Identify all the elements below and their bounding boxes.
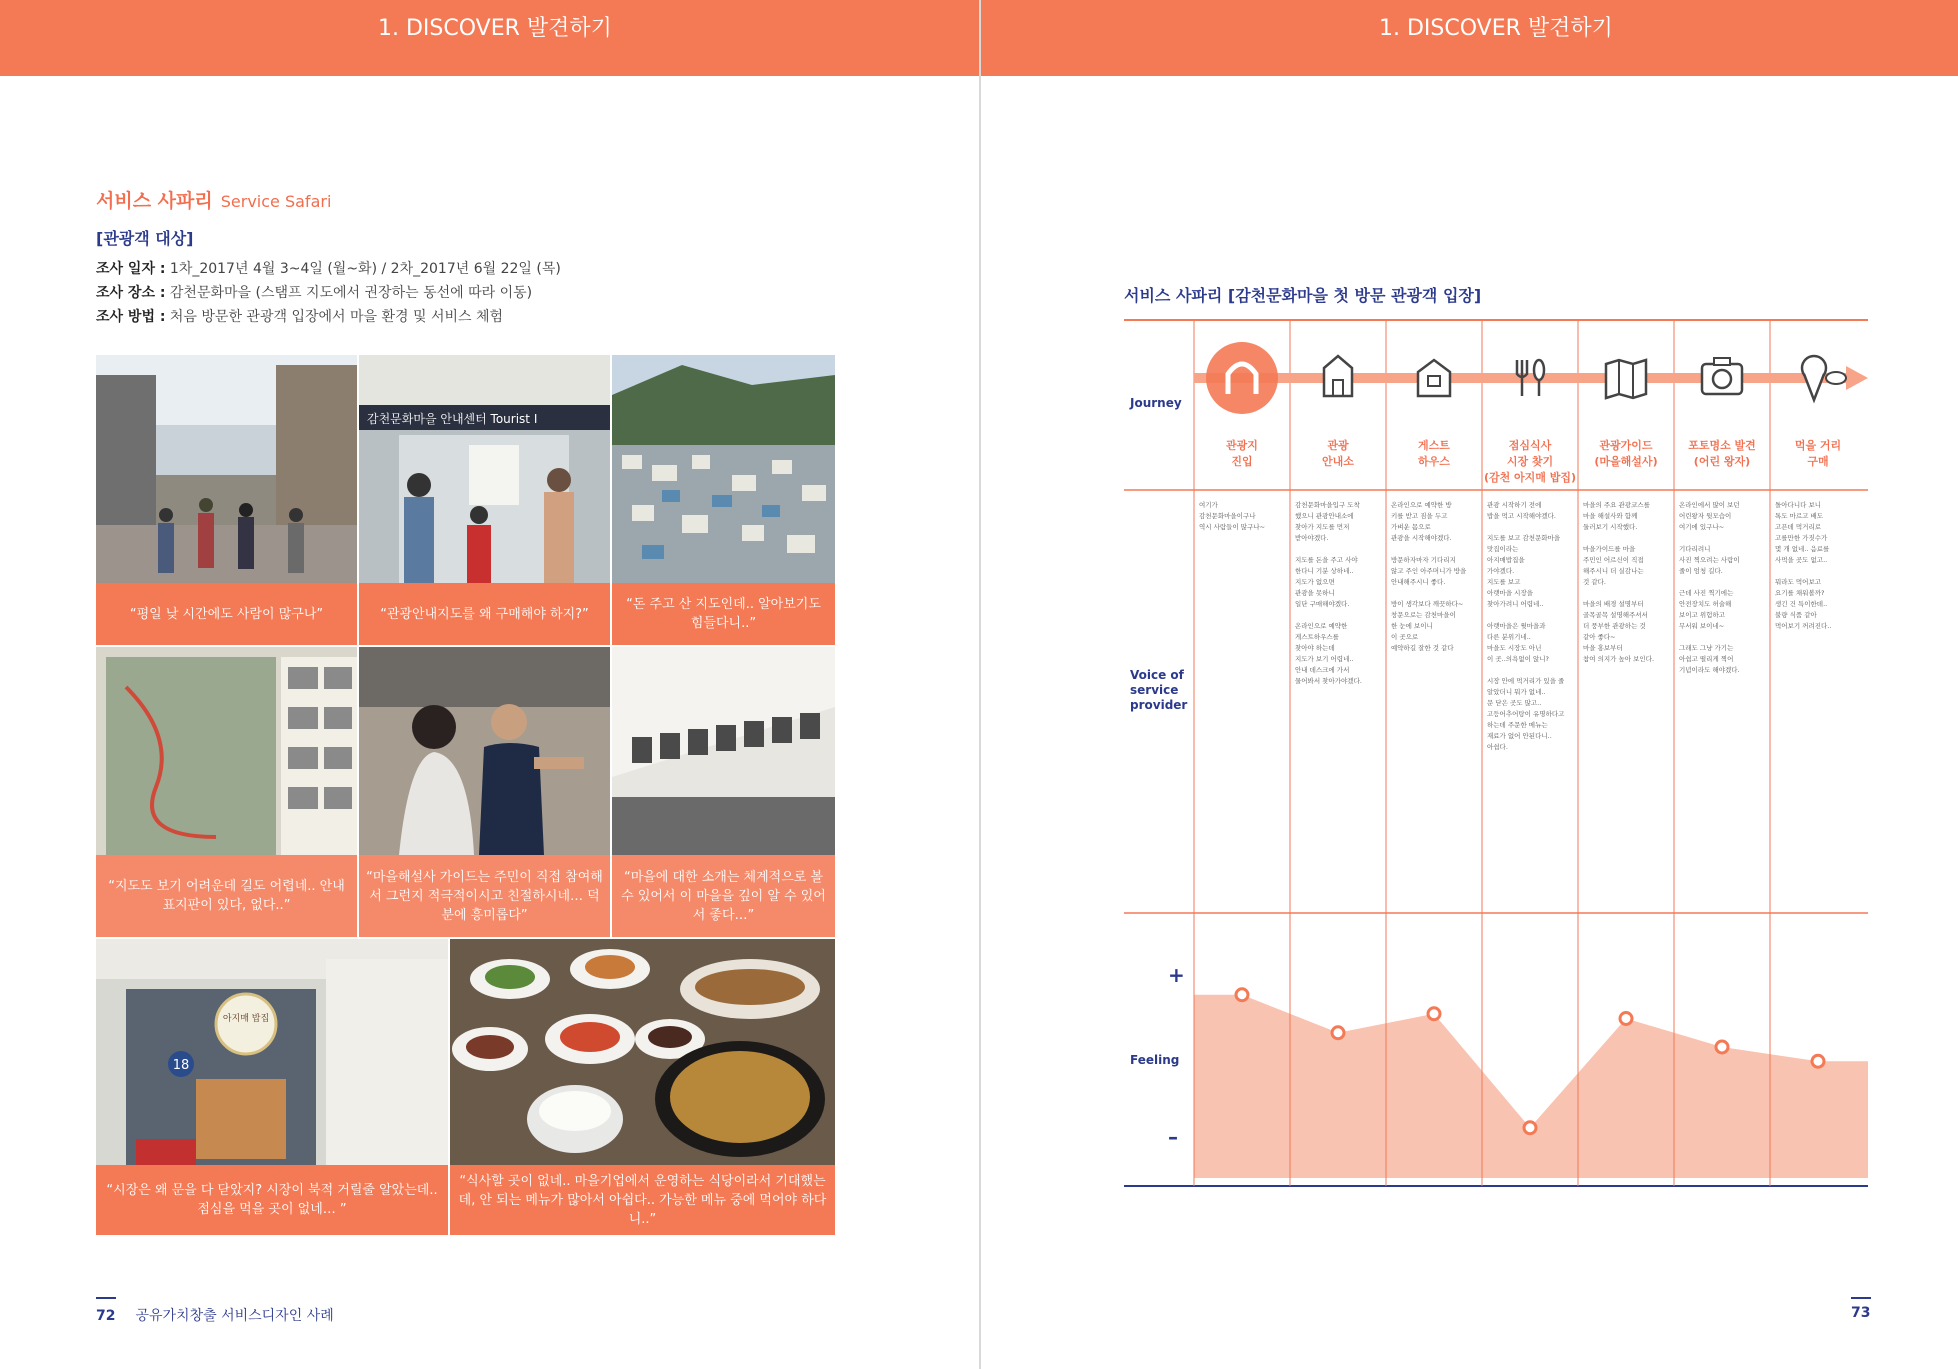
info-place <box>96 282 532 302</box>
building-icon <box>1324 356 1352 396</box>
photo-caption: “돈 주고 산 지도인데.. 알아보기도 힘들다니..” <box>612 583 835 645</box>
korean-meal-photo <box>450 939 835 1165</box>
feeling-point <box>1812 1055 1824 1067</box>
target-subtitle: [관광객 대상] <box>96 229 194 248</box>
photo-card <box>450 939 835 1235</box>
section-title <box>96 186 331 213</box>
info-label: 조사 일자 : <box>96 261 166 277</box>
map-icon <box>1606 360 1646 398</box>
header-title: 1. DISCOVER 발견하기 <box>378 16 612 41</box>
stage-label: 관광가이드 (마을해설사) <box>1594 439 1658 468</box>
photo-caption: “시장은 왜 문을 다 닫았지? 시장이 북적 거릴줄 알았는데.. 점심을 먹을 곳이 없네… ” <box>96 1165 448 1235</box>
header-title: 1. DISCOVER 발견하기 <box>1379 16 1613 41</box>
page-header-left <box>0 0 979 76</box>
village-view-photo <box>612 355 835 583</box>
page-number: 73 <box>1851 1305 1871 1321</box>
feeling-point <box>1620 1013 1632 1025</box>
voice-text: 여기가 감천문화마을이구나 역시 사람들이 많구나~ <box>1199 501 1266 531</box>
section-title-en: Service Safari <box>220 192 332 211</box>
photo-caption: “관광안내지도를 왜 구매해야 하지?” <box>359 583 610 645</box>
row-label-journey: Journey <box>1130 396 1182 410</box>
row-label-voice: Voice of service provider <box>1130 668 1188 712</box>
arch-icon <box>1206 342 1278 414</box>
page-number: 72 <box>96 1308 116 1324</box>
guide-talking-photo <box>359 647 610 855</box>
camera-icon <box>1702 358 1742 394</box>
info-value: 처음 방문한 관광객 입장에서 마을 환경 및 서비스 체험 <box>169 309 504 325</box>
info-value: 1차_2017년 4월 3~4일 (월~화) / 2차_2017년 6월 22일 (목) <box>169 261 561 277</box>
footer-text: 공유가치창출 서비스디자인 사례 <box>135 1308 334 1324</box>
info-date <box>96 258 561 278</box>
info-value: 감천문화마을 (스탬프 지도에서 권장하는 동선에 따라 이동) <box>169 285 533 301</box>
exhibition-photo <box>612 647 835 855</box>
address-number: 18 <box>172 1058 190 1073</box>
journey-map <box>1124 318 1868 1188</box>
stage-label: 게스트 하우스 <box>1418 439 1450 468</box>
page-header-right <box>981 0 1958 76</box>
photo-card <box>96 647 357 937</box>
photo-caption: “평일 낮 시간에도 사람이 많구나” <box>96 583 357 645</box>
book-spine <box>979 0 981 1369</box>
shop-sign-text: 아지매 밥집 <box>222 1014 270 1024</box>
stage-label: 관광지 진입 <box>1226 439 1258 468</box>
tourist-center-photo <box>359 355 610 583</box>
stage-label: 관광 안내소 <box>1322 439 1354 468</box>
feeling-point <box>1428 1008 1440 1020</box>
photo-card <box>612 355 835 645</box>
photo-card <box>359 355 610 645</box>
village-map-photo <box>96 647 357 855</box>
street-crowd-photo <box>96 355 357 583</box>
feeling-point <box>1524 1122 1536 1134</box>
row-label-feeling: Feeling <box>1130 1053 1180 1067</box>
voice-text: 온라인으로 예약한 방 키를 받고 짐을 두고 가벼운 몸으로 관광을 시작해야겠다. 방문하자마자 기다리지 않고 주인 아주머니가 방을 안내해주시니 좋다. 방이 생각보다 깨끗하다~ 창문으로는 감천마을이 한 눈에 보이니 이 곳으로 예약하길 잘한 것 같다 <box>1391 501 1467 652</box>
photo-card <box>359 647 610 937</box>
photo-card <box>96 939 448 1235</box>
right-footer <box>1851 1305 1870 1321</box>
info-method <box>96 306 503 326</box>
journey-map-title: 서비스 사파리 [감천문화마을 첫 방문 관광객 입장] <box>1124 286 1482 305</box>
center-sign-text: 감천문화마을 안내센터 Tourist I <box>367 412 538 426</box>
house-icon <box>1418 360 1450 396</box>
info-label: 조사 방법 : <box>96 309 166 325</box>
section-title-ko: 서비스 사파리 <box>96 190 213 212</box>
voice-text: 감천문화마을입구 도착 했으니 관광안내소에 찾아가 지도를 먼저 받아야겠다. 지도를 돈을 주고 사야 한다니 기분 상하네.. 지도가 없으면 관광을 못하니 일단 구매해야겠다. 온라인으로 예약한 게스트하우스를 찾아야 하는데 지도가 보기 어렵네.. 안내 데스크에 가서 물어봐서 찾아가야겠다. <box>1295 501 1362 685</box>
feeling-point <box>1716 1041 1728 1053</box>
photo-caption: “지도도 보기 어려운데 길도 어렵네.. 안내 표지판이 있다, 없다..” <box>96 855 357 937</box>
stage-label: 먹을 거리 구매 <box>1794 439 1842 468</box>
photo-card <box>612 647 835 937</box>
photo-caption: “마을해설사 가이드는 주민이 직접 참여해서 그런지 적극적이시고 친절하시네… 덕분에 흥미롭다” <box>359 855 610 937</box>
photo-card <box>96 355 357 645</box>
stage-label: 점심식사 시장 찾기 (감천 아지매 밥집) <box>1483 439 1577 484</box>
feeling-plus: + <box>1168 963 1185 987</box>
journey-arrow-head <box>1846 366 1868 390</box>
voice-text: 돌아다니다 보니 톡도 마르고 배도 고픈데 먹거리로 고를만한 가짓수가 몇 개 없네.. 음료를 사먹을 곳도 없고.. 뭐라도 먹어보고 요기를 채워볼까? 생긴 건 특이한데.. 불량 식품 같아 먹어보기 꺼려진다.. <box>1775 501 1832 630</box>
photo-caption: “식사할 곳이 없네.. 마을기업에서 운영하는 식당이라서 기대했는데, 안 되는 메뉴가 많아서 아쉽다.. 가능한 메뉴 중에 먹어야 하다니..” <box>450 1165 835 1235</box>
feeling-area <box>1194 995 1868 1178</box>
voice-text: 온라인에서 많이 보던 어린왕자 뒷모습이 여기에 있구나~ 기다리려니 사진 찍으려는 사람이 줄이 엄청 길다. 근데 사진 찍기에는 안전장치도 허술해 보이고 위험하고 무서워 보이네~ 그래도 그냥 가기는 아쉽고 떨리게 찍어 기념이라도 해야겠다. <box>1679 501 1740 674</box>
feeling-point <box>1236 989 1248 1001</box>
left-footer <box>96 1305 334 1325</box>
photo-grid <box>96 355 839 1235</box>
info-label: 조사 장소 : <box>96 285 166 301</box>
stage-label: 포토명소 발견 (어린 왕자) <box>1688 439 1756 468</box>
voice-text: 마을의 주요 관광코스를 마을 해설사와 함께 둘러보기 시작했다. 마을가이드를 마을 주민인 어르신이 직접 해주시니 더 실감나는 것 같다. 마을의 배경 설명부터 골목골목 설명해주셔서 더 풍부한 관광하는 것 같아 좋다~ 마을 홍보부터 참여 의지가 높아 보인다. <box>1583 501 1655 663</box>
feeling-point <box>1332 1027 1344 1039</box>
feeling-minus: – <box>1168 1125 1178 1149</box>
photo-caption: “마을에 대한 소개는 체계적으로 볼 수 있어서 이 마을을 깊이 알 수 있어서 좋다…” <box>612 855 835 937</box>
restaurant-front-photo <box>96 939 448 1165</box>
voice-text: 관광 시작하기 전에 밥을 먹고 시작해야겠다. 지도를 보고 감천문화마을 맛집이라는 아지매밥집을 가야겠다. 지도를 보고 아랫마을 시장을 찾아가려니 어렵네.. 아랫마을은 윗마을과 다른 분위기네.. 마을도 시장도 아닌 이 곳..의욕없이 앉니? 시장 안에 먹거리가 있을 줄 알았더니 뭐가 없네.. 문 닫은 곳도 많고.. 고등어추어탕이 유명하다고 하는데 주문한 메뉴는 재료가 없어 안된다니.. 아쉽다. <box>1487 501 1565 751</box>
